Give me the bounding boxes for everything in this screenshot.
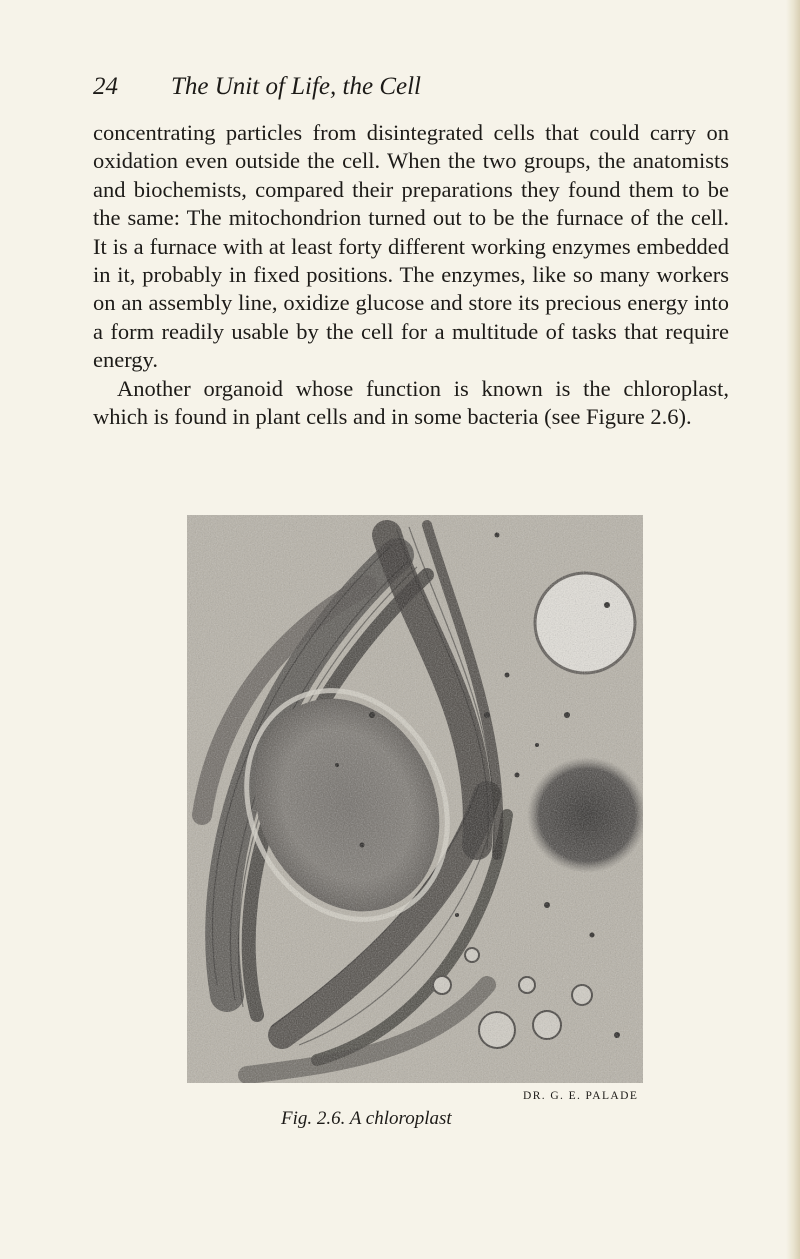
figure-credit: DR. G. E. PALADE bbox=[523, 1090, 639, 1102]
paragraph-1: concentrating particles from disintegrated cells that could carry on oxidation even outside the cell. When the two groups, the anatomists and biochemists, compared their preparations they found them to be the same: The mitochondrion turned out to be the furnace of the cell. It is a furnace with at least forty different working enzymes embedded in it, probably in fixed positions. The enzymes, like so many workers on an assembly line, oxidize glucose and store its precious energy into a form readily usable by the cell for a multitude of tasks that require energy. bbox=[93, 120, 729, 373]
page-edge-shadow bbox=[786, 0, 800, 1259]
running-head bbox=[93, 72, 733, 102]
body-text bbox=[93, 119, 729, 431]
paragraph-2: Another organoid whose function is known is the chloroplast, which is found in plant cells and in some bacteria (see Figure 2.6). bbox=[93, 375, 729, 430]
figure-caption: Fig. 2.6. A chloroplast bbox=[281, 1108, 452, 1129]
page-number: 24 bbox=[93, 73, 118, 100]
chloroplast-micrograph bbox=[187, 515, 643, 1083]
running-title: The Unit of Life, the Cell bbox=[171, 73, 421, 100]
